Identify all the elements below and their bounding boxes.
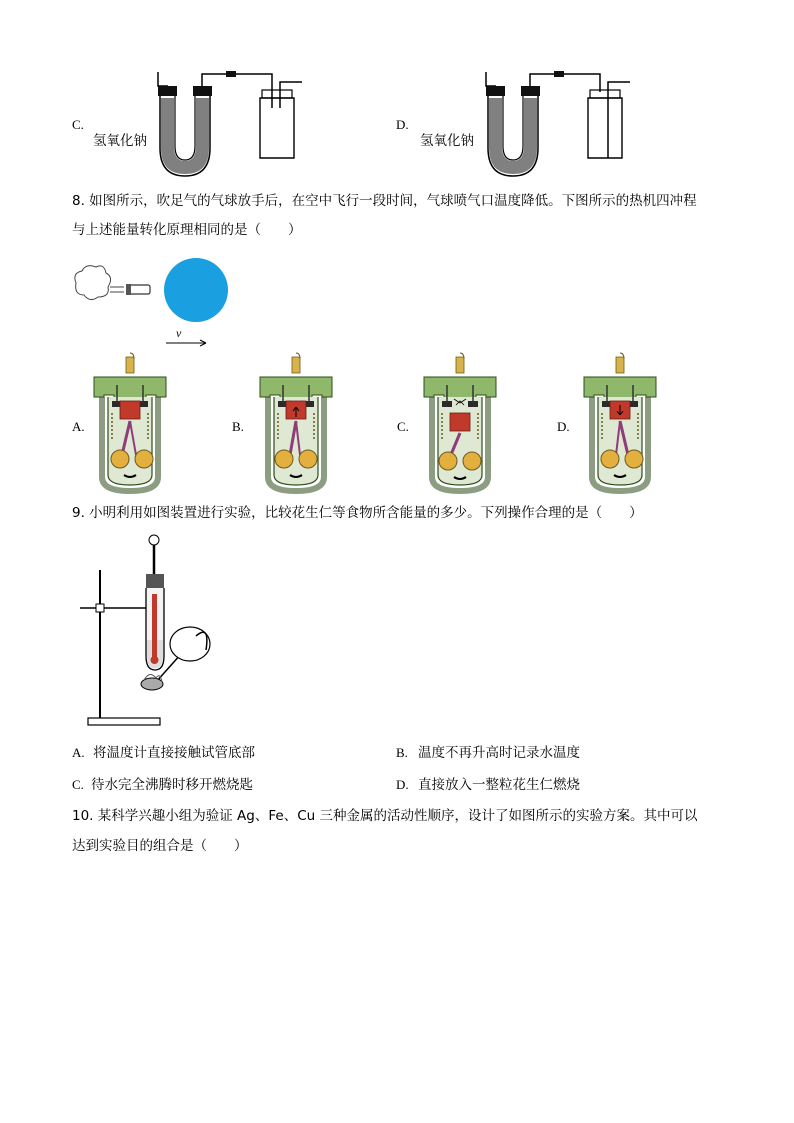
q9-stem: 9. 小明利用如图装置进行实验，比较花生仁等食物所含能量的多少。下列操作合理的是（ ） bbox=[72, 505, 643, 521]
q10-stem-line2: 达到实验目的组合是（ ） bbox=[72, 838, 248, 854]
engine-diagram-a bbox=[90, 355, 170, 487]
u-tube-apparatus-c bbox=[150, 68, 310, 183]
option-c-label: 氢氧化钠 bbox=[93, 133, 147, 149]
q8-stem-line2: 与上述能量转化原理相同的是（ ） bbox=[72, 222, 302, 238]
u-tube-apparatus-d bbox=[478, 68, 638, 183]
q9-option-b-letter: B. bbox=[396, 745, 408, 760]
q9-option-a-letter: A. bbox=[72, 745, 85, 760]
balloon-figure bbox=[70, 255, 235, 350]
engine-diagram-b bbox=[256, 355, 336, 487]
balloon bbox=[164, 258, 228, 322]
velocity-label: v bbox=[176, 326, 182, 340]
q9-option-a-text: 将温度计直接接触试管底部 bbox=[93, 745, 255, 761]
q8-option-a-letter: A. bbox=[72, 419, 85, 434]
q8-option-d-letter: D. bbox=[557, 419, 570, 434]
q9-option-c-text: 待水完全沸腾时移开燃烧匙 bbox=[91, 777, 253, 793]
option-c-letter: C. bbox=[72, 117, 84, 132]
q9-option-b-text: 温度不再升高时记录水温度 bbox=[418, 745, 580, 761]
q8-option-c-letter: C. bbox=[397, 419, 409, 434]
q9-option-d-letter: D. bbox=[396, 777, 409, 792]
calorimetry-apparatus bbox=[78, 532, 218, 732]
engine-diagram-d bbox=[580, 355, 660, 487]
q8-stem-line1: 8. 如图所示，吹足气的气球放手后，在空中飞行一段时间，气球喷气口温度降低。下图所示的热机四冲程 bbox=[72, 193, 697, 209]
q9-option-d-text: 直接放入一整粒花生仁燃烧 bbox=[418, 777, 580, 793]
q10-stem-line1: 10. 某科学兴趣小组为验证 Ag、Fe、Cu 三种金属的活动性顺序，设计了如图所示的实验方案。其中可以 bbox=[72, 808, 698, 824]
q8-option-b-letter: B. bbox=[232, 419, 244, 434]
option-d-letter: D. bbox=[396, 117, 409, 132]
q9-option-c-letter: C. bbox=[72, 777, 84, 792]
engine-diagram-c bbox=[420, 355, 500, 487]
option-d-label: 氢氧化钠 bbox=[420, 133, 474, 149]
